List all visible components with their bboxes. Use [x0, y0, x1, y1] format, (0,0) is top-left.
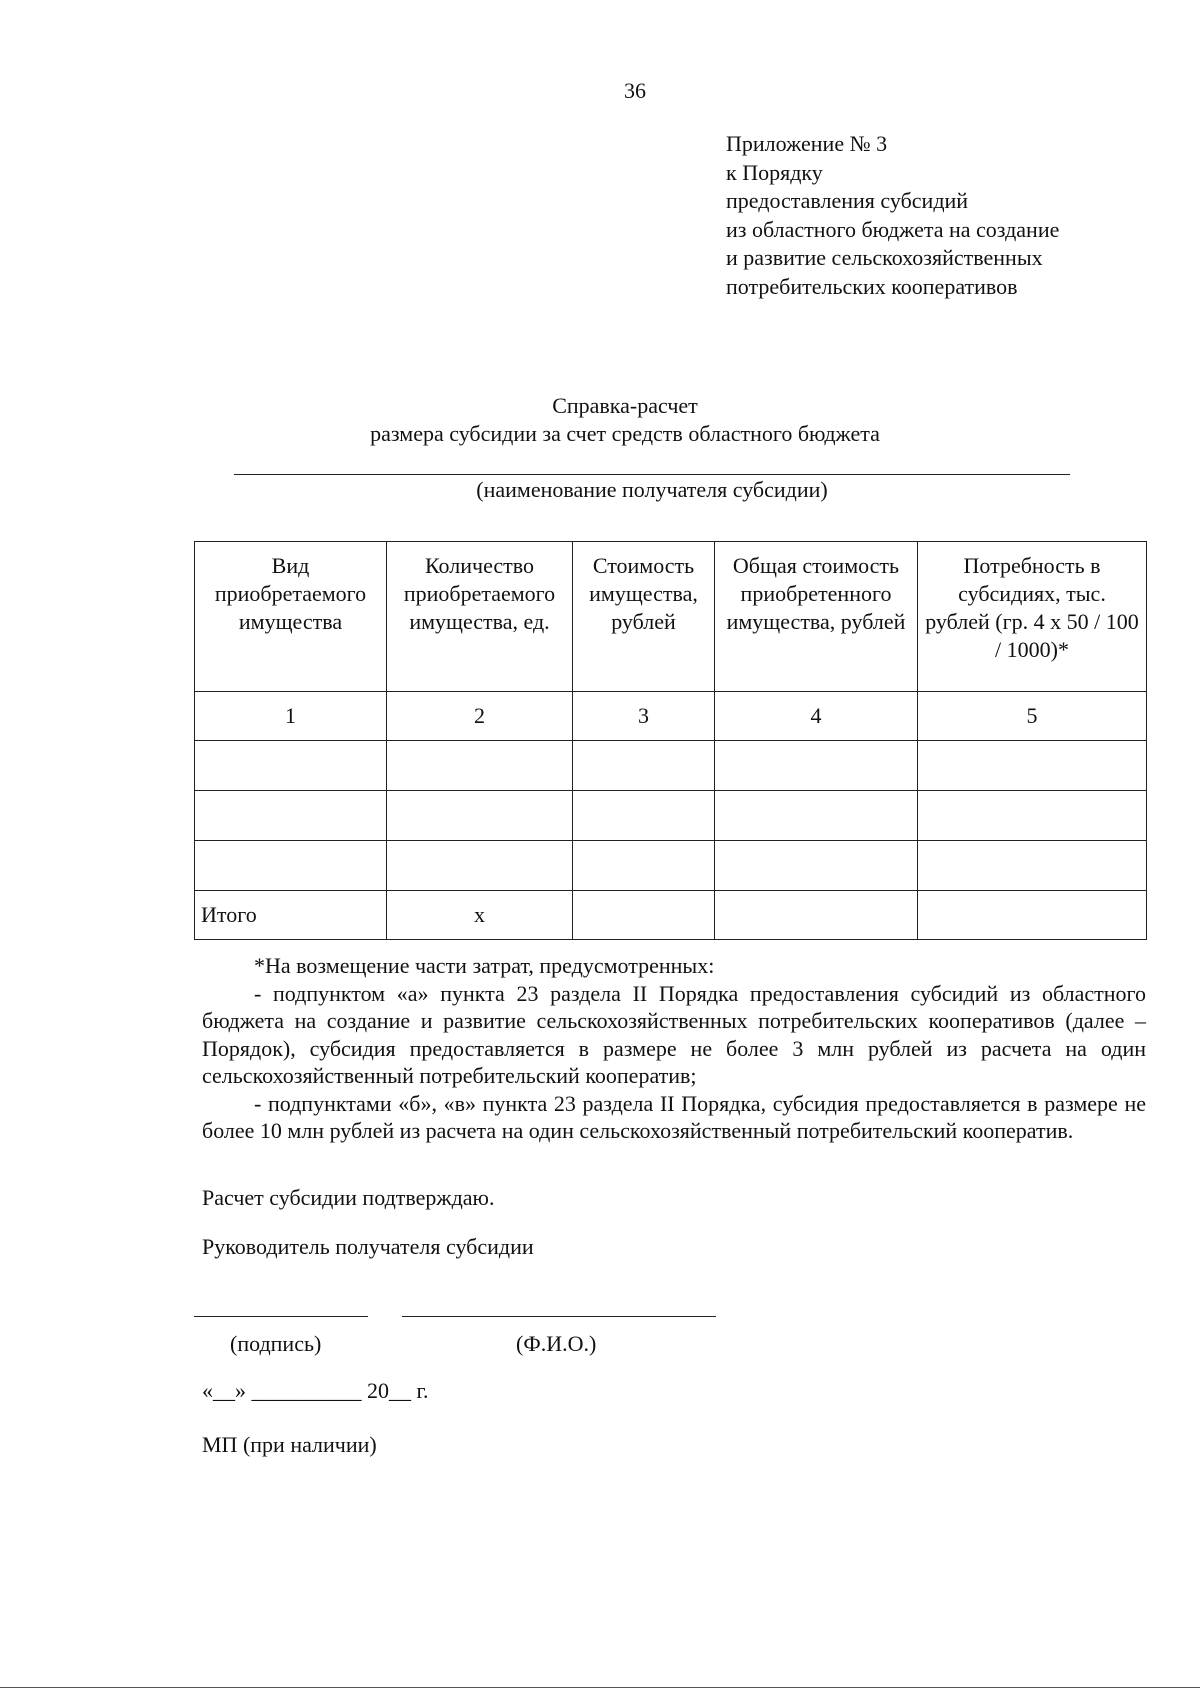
page-bottom-rule: [0, 1687, 1200, 1688]
column-number-row: [195, 692, 1147, 741]
footnotes: [202, 952, 1146, 1145]
table-row: [195, 791, 1147, 841]
recipient-name-line: [234, 474, 1070, 475]
appendix-line: Приложение № 3: [726, 131, 888, 156]
total-cost-cell: [715, 891, 918, 940]
footnote-item: - подпунктом «а» пункта 23 раздела II Порядка предоставления субсидий из областного бюджета на создание и развитие сельскохозяйственных потребительских кооперативов (далее – Порядок), субсидия предоставляется в размере не более 3 млн рублей из расчета на один сельскохозяйственный потребительский кооператив;: [202, 980, 1146, 1088]
confirmation-text: Расчет субсидии подтверждаю.: [202, 1185, 495, 1210]
appendix-block: [726, 130, 1146, 301]
table-cell: [918, 841, 1147, 891]
document-title-line1: Справка-расчет: [552, 393, 698, 418]
footnote-item: - подпунктами «б», «в» пункта 23 раздела II Порядка, субсидия предоставляется в размере не более 10 млн рублей из расчета на один сельскохозяйственный потребительский кооператив.: [202, 1090, 1146, 1143]
header-property-type: Вид приобретаемого имущества: [195, 542, 387, 692]
full-name-caption: (Ф.И.О.): [516, 1331, 597, 1356]
date-line: «__» __________ 20__ г.: [202, 1378, 429, 1403]
column-number: 4: [715, 692, 918, 741]
column-number: 5: [918, 692, 1147, 741]
table-header-row: [195, 542, 1147, 692]
table-cell: [387, 791, 573, 841]
header-unit-cost: Стоимость имущества, рублей: [573, 542, 715, 692]
table-cell: [573, 791, 715, 841]
total-subsidy-cell: [918, 891, 1147, 940]
calculation-table: [194, 541, 1147, 940]
total-row: [195, 891, 1147, 940]
recipient-caption: (наименование получателя субсидии): [476, 477, 828, 502]
total-quantity-cell: х: [387, 891, 573, 940]
table-cell: [715, 791, 918, 841]
document-title: [0, 392, 1200, 448]
full-name-line: [402, 1316, 716, 1317]
table-cell: [573, 841, 715, 891]
table-row: [195, 841, 1147, 891]
column-number: 2: [387, 692, 573, 741]
header-subsidy-need: Потребность в субсидиях, тыс. рублей (гр. 4 х 50 / 100 / 1000)*: [918, 542, 1147, 692]
table-cell: [715, 741, 918, 791]
appendix-line: предоставления субсидий: [726, 188, 969, 213]
table-cell: [195, 741, 387, 791]
header-quantity: Количество приобретаемого имущества, ед.: [387, 542, 573, 692]
table-cell: [195, 841, 387, 891]
column-number: 3: [573, 692, 715, 741]
document-title-line2: размера субсидии за счет средств областного бюджета: [370, 421, 880, 446]
appendix-line: к Порядку: [726, 159, 823, 185]
total-label: Итого: [195, 891, 387, 940]
appendix-line: из областного бюджета на создание: [726, 216, 1060, 242]
header-total-cost: Общая стоимость приобретенного имущества, рублей: [715, 542, 918, 692]
total-unit-cost-cell: [573, 891, 715, 940]
footnote-intro: *На возмещение части затрат, предусмотренных:: [254, 953, 715, 978]
table-cell: [195, 791, 387, 841]
table-row: [195, 741, 1147, 791]
signature-line: [194, 1316, 368, 1317]
signature-caption: (подпись): [230, 1331, 322, 1356]
appendix-line: и развитие сельскохозяйственных: [726, 245, 1043, 270]
head-of-recipient-label: Руководитель получателя субсидии: [202, 1234, 534, 1259]
page-number: 36: [624, 78, 646, 103]
table-cell: [573, 741, 715, 791]
stamp-label: МП (при наличии): [202, 1432, 377, 1457]
table-cell: [387, 841, 573, 891]
table-cell: [918, 741, 1147, 791]
table-cell: [918, 791, 1147, 841]
table-cell: [387, 741, 573, 791]
appendix-line: потребительских кооперативов: [726, 273, 1018, 299]
table-cell: [715, 841, 918, 891]
column-number: 1: [195, 692, 387, 741]
